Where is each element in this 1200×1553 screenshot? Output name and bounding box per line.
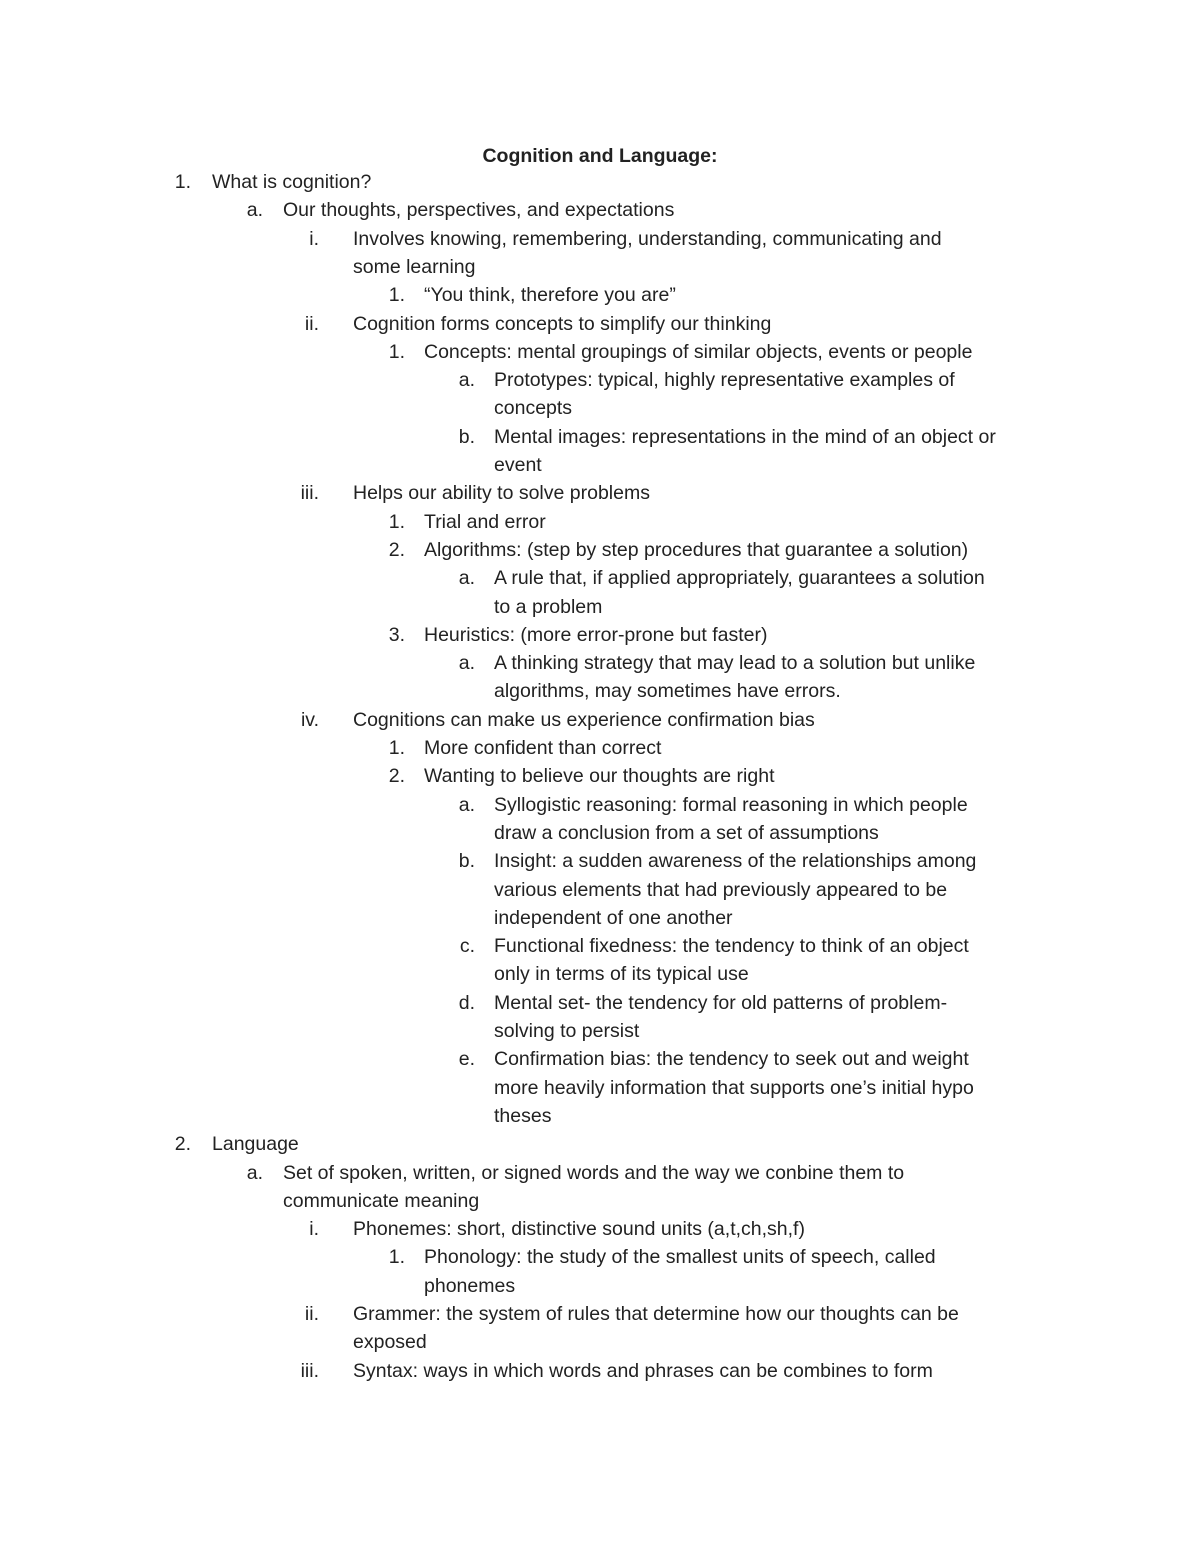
- outline-line: [0, 1102, 1200, 1130]
- list-item-text: Phonology: the study of the smallest units of speech, called: [424, 1246, 936, 1269]
- list-item-text: Syllogistic reasoning: formal reasoning in which people: [494, 793, 968, 816]
- outline-line: [0, 310, 1200, 338]
- list-item-text: Involves knowing, remembering, understanding, communicating and: [353, 227, 942, 250]
- outline-line: [0, 366, 1200, 394]
- outline-line: [0, 479, 1200, 507]
- outline-line: [0, 1328, 1200, 1356]
- list-item-text: Language: [212, 1133, 299, 1156]
- outline-line: [0, 1045, 1200, 1073]
- outline-line: [0, 762, 1200, 790]
- list-item-text: to a problem: [494, 595, 603, 618]
- list-marker: ii.: [304, 1303, 319, 1325]
- list-marker: e.: [458, 1048, 475, 1071]
- list-marker: a.: [458, 369, 475, 392]
- list-marker: c.: [459, 935, 475, 958]
- list-item-text: Grammer: the system of rules that determine how our thoughts can be: [353, 1303, 959, 1325]
- outline-line: [0, 649, 1200, 677]
- list-marker: 3.: [388, 623, 405, 646]
- list-item-text: independent of one another: [494, 906, 733, 929]
- outline-line: [0, 225, 1200, 253]
- list-item-text: Confirmation bias: the tendency to seek out and weight: [494, 1048, 969, 1071]
- outline-line: [0, 281, 1200, 309]
- list-marker: a.: [458, 567, 475, 590]
- list-item-text: Trial and error: [424, 510, 546, 533]
- list-item-text: Insight: a sudden awareness of the relationships among: [494, 850, 977, 873]
- list-marker: iii.: [300, 1359, 319, 1382]
- list-marker: 2.: [174, 1133, 191, 1156]
- list-marker: d.: [458, 991, 475, 1014]
- list-item-text: Cognition forms concepts to simplify our thinking: [353, 312, 772, 335]
- list-marker: b.: [458, 425, 475, 448]
- list-item-text: concepts: [494, 397, 573, 420]
- outline-line: [0, 1159, 1200, 1187]
- list-marker: b.: [458, 850, 475, 873]
- list-item-text: more heavily information that supports one’s initial hypo: [494, 1076, 974, 1099]
- outline-line: [0, 394, 1200, 422]
- list-item-text: Phonemes: short, distinctive sound units (a,t,ch,sh,f): [353, 1218, 805, 1241]
- outline-line: [0, 1272, 1200, 1300]
- outline-line: [0, 791, 1200, 819]
- list-marker: 1.: [388, 340, 405, 363]
- outline-line: [0, 904, 1200, 932]
- list-marker: 1.: [388, 510, 405, 533]
- list-item-text: Heuristics: (more error-prone but faster): [424, 623, 768, 646]
- outline-line: [0, 168, 1200, 196]
- outline-line: [0, 1074, 1200, 1102]
- outline-line: [0, 564, 1200, 592]
- list-marker: 1.: [388, 284, 405, 307]
- list-item-text: Algorithms: (step by step procedures that guarantee a solution): [424, 538, 969, 561]
- outline-line: [0, 593, 1200, 621]
- list-item-text: some learning: [353, 255, 476, 278]
- list-item-text: draw a conclusion from a set of assumptions: [494, 821, 879, 844]
- outline-line: [0, 621, 1200, 649]
- list-marker: 1.: [174, 171, 191, 193]
- list-item-text: Cognitions can make us experience confirmation bias: [353, 708, 815, 731]
- outline-line: [0, 876, 1200, 904]
- outline-line: [0, 253, 1200, 281]
- list-marker: iii.: [300, 482, 319, 505]
- list-item-text: Syntax: ways in which words and phrases can be combines to form: [353, 1359, 933, 1382]
- document-title: Cognition and Language:: [482, 145, 718, 167]
- list-item-text: algorithms, may sometimes have errors.: [494, 680, 841, 703]
- list-item-text: event: [494, 454, 542, 476]
- list-marker: i.: [309, 227, 319, 250]
- list-marker: 2.: [388, 765, 405, 788]
- list-marker: a.: [458, 652, 475, 675]
- outline-line: [0, 451, 1200, 479]
- outline-line: [0, 734, 1200, 762]
- list-marker: a.: [246, 199, 263, 222]
- list-item-text: theses: [494, 1104, 552, 1127]
- list-item-text: What is cognition?: [212, 171, 372, 193]
- list-item-text: Functional fixedness: the tendency to think of an object: [494, 935, 969, 958]
- list-item-text: solving to persist: [494, 1020, 640, 1042]
- outline-line: [0, 1130, 1200, 1158]
- list-item-text: Set of spoken, written, or signed words and the way we conbine them to: [283, 1161, 905, 1184]
- list-item-text: exposed: [353, 1331, 427, 1354]
- outline-line: [0, 960, 1200, 988]
- list-item-text: various elements that had previously appeared to be: [494, 878, 948, 901]
- list-marker: a.: [246, 1161, 263, 1184]
- list-marker: a.: [458, 793, 475, 816]
- list-marker: i.: [309, 1218, 319, 1241]
- list-item-text: phonemes: [424, 1274, 516, 1297]
- list-marker: 2.: [388, 538, 405, 561]
- list-item-text: A rule that, if applied appropriately, guarantees a solution: [494, 567, 985, 590]
- outline-line: [0, 1215, 1200, 1243]
- outline-line: [0, 932, 1200, 960]
- list-item-text: More confident than correct: [424, 737, 662, 759]
- outline-line: [0, 1357, 1200, 1385]
- outline-line: [0, 847, 1200, 875]
- outline-line: [0, 508, 1200, 536]
- list-item-text: “You think, therefore you are”: [424, 284, 676, 307]
- outline-line: [0, 1243, 1200, 1271]
- outline-line: [0, 989, 1200, 1017]
- outline-line: [0, 1017, 1200, 1045]
- outline-line: [0, 677, 1200, 705]
- outline-line: [0, 819, 1200, 847]
- outline-line: [0, 423, 1200, 451]
- list-item-text: Our thoughts, perspectives, and expectations: [283, 199, 675, 222]
- list-item-text: Helps our ability to solve problems: [353, 482, 650, 505]
- list-item-text: Prototypes: typical, highly representative examples of: [494, 369, 955, 392]
- list-item-text: only in terms of its typical use: [494, 963, 749, 986]
- list-item-text: Concepts: mental groupings of similar objects, events or people: [424, 340, 973, 363]
- list-marker: 1.: [388, 1246, 405, 1269]
- list-item-text: communicate meaning: [283, 1189, 480, 1212]
- list-item-text: A thinking strategy that may lead to a solution but unlike: [494, 652, 976, 675]
- list-item-text: Mental set- the tendency for old patterns of problem-: [494, 991, 948, 1014]
- list-marker: ii.: [304, 312, 319, 335]
- outline-line: [0, 196, 1200, 224]
- list-item-text: Wanting to believe our thoughts are right: [424, 765, 775, 788]
- list-item-text: Mental images: representations in the mind of an object or: [494, 425, 996, 448]
- outline-line: [0, 1187, 1200, 1215]
- outline-line: [0, 1300, 1200, 1328]
- list-marker: 1.: [388, 737, 405, 759]
- outline-line: [0, 706, 1200, 734]
- outline-line: [0, 338, 1200, 366]
- list-marker: iv.: [300, 708, 319, 731]
- outline-line: [0, 536, 1200, 564]
